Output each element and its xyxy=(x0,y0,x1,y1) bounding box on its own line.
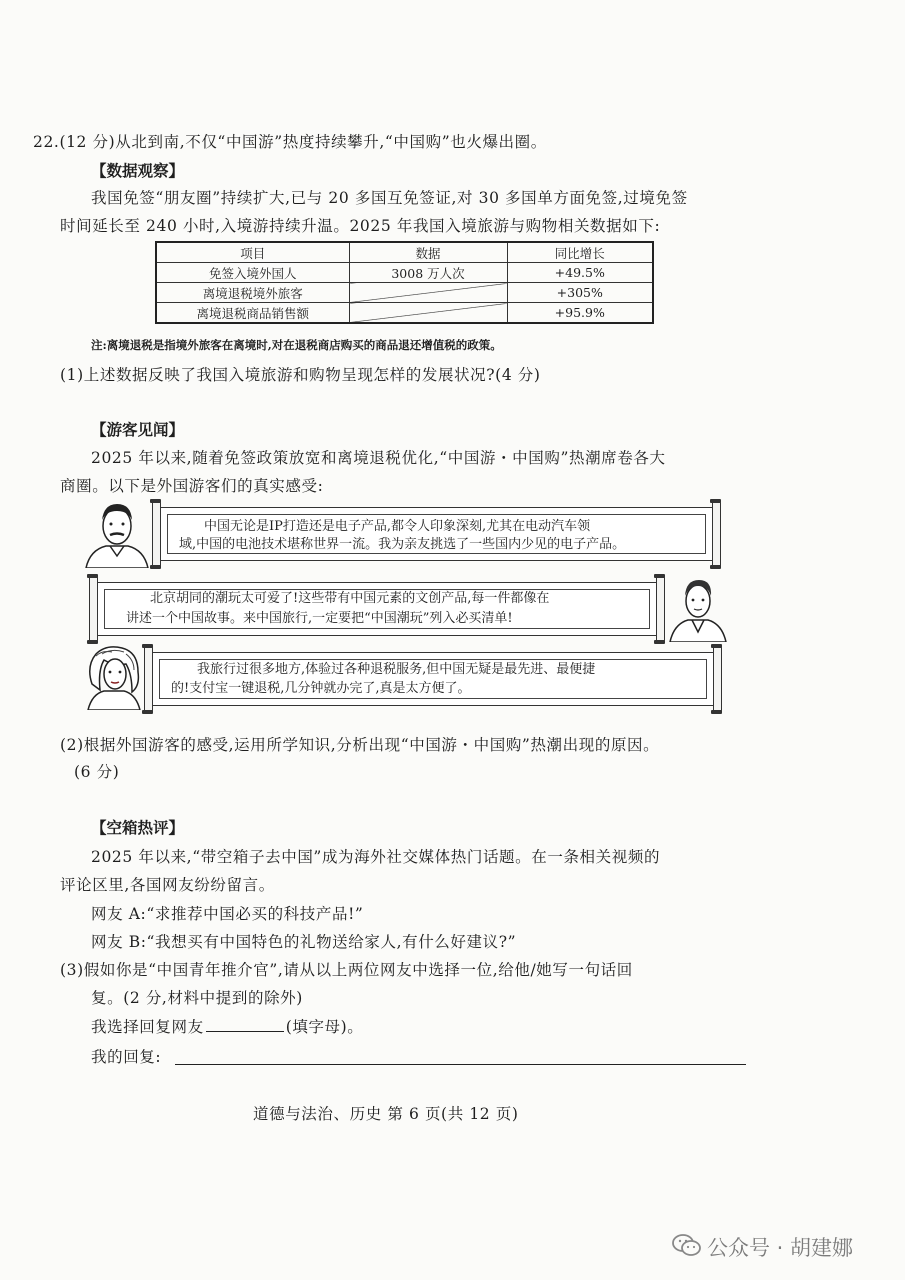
choose-line xyxy=(91,1015,363,1037)
table-cell-slashed xyxy=(349,303,507,324)
choose-prefix: 我选择回复网友 xyxy=(91,1018,204,1036)
question-2-line2: (6 分) xyxy=(74,763,120,781)
table-header: 同比增长 xyxy=(507,242,653,263)
question-3-line2: 复。(2 分,材料中提到的除外) xyxy=(91,989,303,1007)
woman-portrait-icon xyxy=(82,644,146,710)
table-row xyxy=(156,283,653,303)
table-cell: 离境退税商品销售额 xyxy=(156,303,349,324)
table-header: 数据 xyxy=(349,242,507,263)
table-row xyxy=(156,263,653,283)
table-note: 注:离境退税是指境外旅客在离境时,对在退税商店购买的商品退还增值税的政策。 xyxy=(91,338,502,352)
table-header: 项目 xyxy=(156,242,349,263)
quote-2-line1: 北京胡同的潮玩太可爱了!这些带有中国元素的文创产品,每一件都像在 xyxy=(150,591,550,606)
quote-scroll-3 xyxy=(144,648,722,710)
wechat-icon xyxy=(672,1233,702,1259)
data-para-line1: 我国免签“朋友圈”持续扩大,已与 20 多国互免签证,对 30 多国单方面免签,过境免签 xyxy=(91,189,688,207)
question-2-line1: (2)根据外国游客的感受,运用所学知识,分析出现“中国游・中国购”热潮出现的原因。 xyxy=(60,736,660,754)
table-cell-slashed xyxy=(349,283,507,303)
table-cell: +95.9% xyxy=(507,303,653,324)
quote-3-line1: 我旅行过很多地方,体验过各种退税服务,但中国无疑是最先进、最便捷 xyxy=(197,662,596,677)
visitors-para-line1: 2025 年以来,随着免签政策放宽和离境退税优化,“中国游・中国购”热潮席卷各大 xyxy=(91,449,666,467)
table-cell: 免签入境外国人 xyxy=(156,263,349,283)
man-portrait-icon xyxy=(82,498,152,568)
data-table xyxy=(155,241,654,324)
answer-blank[interactable] xyxy=(206,1017,284,1032)
table-header-row xyxy=(156,242,653,263)
table-cell: 离境退税境外旅客 xyxy=(156,283,349,303)
question-1: (1)上述数据反映了我国入境旅游和购物呈现怎样的发展状况?(4 分) xyxy=(60,366,541,384)
friend-a-comment: 网友 A:“求推荐中国必买的科技产品!” xyxy=(91,905,364,923)
quote-scroll-2 xyxy=(89,578,665,640)
quote-1-line1: 中国无论是IP打造还是电子产品,都令人印象深刻,尤其在电动汽车领 xyxy=(204,519,591,534)
visitors-para-line2: 商圈。以下是外国游客们的真实感受: xyxy=(60,477,324,495)
question-3-line1: (3)假如你是“中国青年推介官”,请从以上两位网友中选择一位,给他/她写一句话回 xyxy=(60,961,633,979)
suitcase-para-line2: 评论区里,各国网友纷纷留言。 xyxy=(60,876,275,894)
friend-b-comment: 网友 B:“我想买有中国特色的礼物送给家人,有什么好建议?” xyxy=(91,933,517,951)
quote-2-line2: 讲述一个中国故事。来中国旅行,一定要把“中国潮玩”列入必买清单! xyxy=(126,611,513,626)
quote-1-line2: 域,中国的电池技术堪称世界一流。我为亲友挑选了一些国内少见的电子产品。 xyxy=(179,537,626,552)
section-title-visitors: 【游客见闻】 xyxy=(91,420,185,439)
reply-answer-line[interactable] xyxy=(175,1064,746,1065)
table-cell: 3008 万人次 xyxy=(349,263,507,283)
section-title-suitcase: 【空箱热评】 xyxy=(91,818,185,837)
reply-label: 我的回复: xyxy=(91,1048,162,1066)
quote-3-line2: 的!支付宝一键退税,几分钟就办完了,真是太方便了。 xyxy=(171,681,471,696)
watermark-text: 公众号 · 胡建娜 xyxy=(707,1236,854,1260)
table-cell: +49.5% xyxy=(507,263,653,283)
quote-scroll-1 xyxy=(152,503,721,565)
man-portrait-icon xyxy=(668,574,728,642)
page-footer: 道德与法治、历史 第 6 页(共 12 页) xyxy=(253,1105,519,1123)
choose-suffix: (填字母)。 xyxy=(285,1018,364,1036)
data-para-line2: 时间延长至 240 小时,入境游持续升温。2025 年我国入境旅游与购物相关数据如下: xyxy=(60,217,661,235)
table-row xyxy=(156,303,653,324)
section-title-data: 【数据观察】 xyxy=(91,161,185,180)
table-cell: +305% xyxy=(507,283,653,303)
question-header: 22.(12 分)从北到南,不仅“中国游”热度持续攀升,“中国购”也火爆出圈。 xyxy=(33,133,547,151)
suitcase-para-line1: 2025 年以来,“带空箱子去中国”成为海外社交媒体热门话题。在一条相关视频的 xyxy=(91,848,661,866)
